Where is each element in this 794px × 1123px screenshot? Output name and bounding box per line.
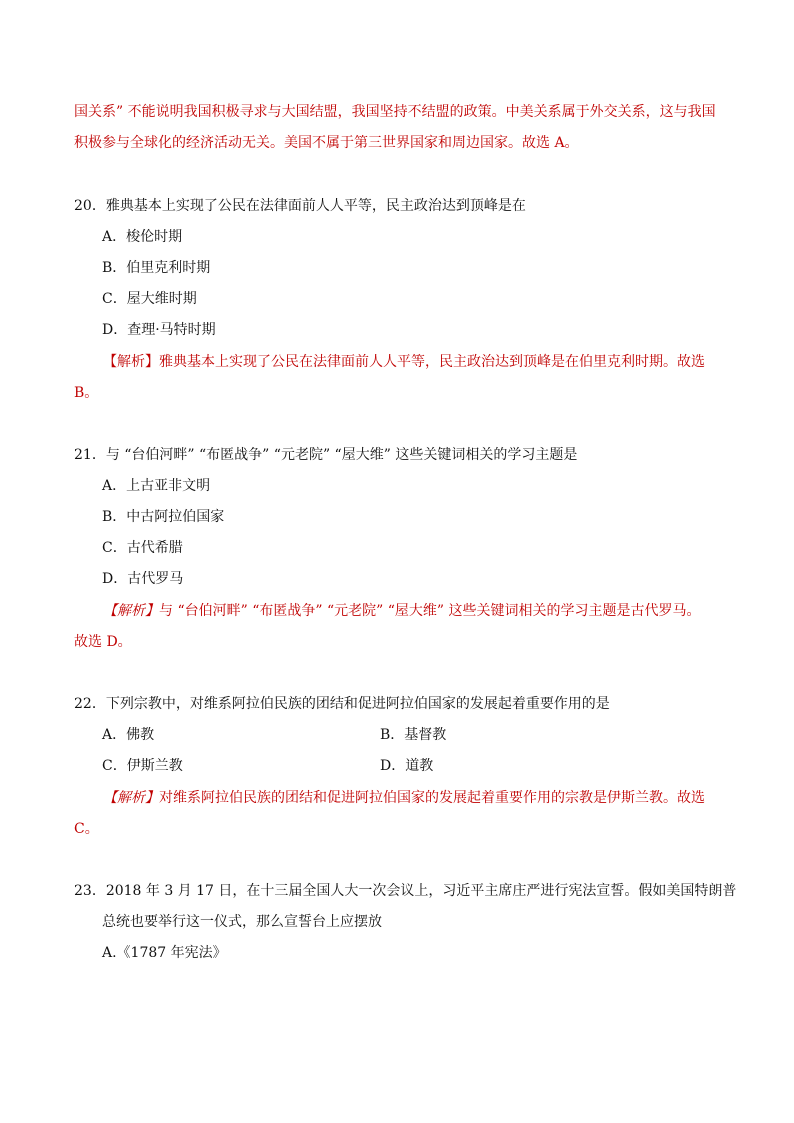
question-21-analysis <box>103 601 701 621</box>
analysis-text: 与 “台伯河畔” “布匿战争” “元老院” “屋大维” 这些关键词相关的学习主题是古代罗马。 <box>159 603 701 619</box>
analysis-text: 对维系阿拉伯民族的团结和促进阿拉伯国家的发展起着重要作用的宗教是伊斯兰教。故选 <box>159 790 705 806</box>
question-20-analysis <box>103 352 705 372</box>
intro-analysis-line-1: 国关系” 不能说明我国积极寻求与大国结盟，我国坚持不结盟的政策。中美关系属于外交关系，这与我国 <box>74 104 716 120</box>
question-22-option-c: C．伊斯兰教 <box>102 758 183 774</box>
question-22-option-a: A．佛教 <box>102 727 155 743</box>
question-20-option-d: D．查理·马特时期 <box>102 322 216 338</box>
question-21-option-c: C．古代希腊 <box>102 540 183 556</box>
question-21-option-d: D．古代罗马 <box>102 571 184 587</box>
question-23-stem-line-2: 总统也要举行这一仪式，那么宣誓台上应摆放 <box>102 914 382 930</box>
question-22-option-d: D．道教 <box>380 758 434 774</box>
question-22-stem: 22．下列宗教中，对维系阿拉伯民族的团结和促进阿拉伯国家的发展起着重要作用的是 <box>74 696 610 712</box>
question-22-analysis <box>103 788 705 808</box>
question-23-stem-line-1: 23．2018 年 3 月 17 日，在十三届全国人大一次会议上，习近平主席庄严进行宪法宣誓。假如美国特朗普 <box>74 883 737 899</box>
question-22-option-b: B．基督教 <box>380 727 447 743</box>
analysis-tag: 【解析】 <box>103 603 159 619</box>
intro-analysis-line-2: 积极参与全球化的经济活动无关。美国不属于第三世界国家和周边国家。故选 A。 <box>74 135 579 151</box>
question-21-stem: 21．与 “台伯河畔” “布匿战争” “元老院” “屋大维” 这些关键词相关的学习主题是 <box>74 447 578 463</box>
question-20-stem: 20．雅典基本上实现了公民在法律面前人人平等，民主政治达到顶峰是在 <box>74 198 526 214</box>
question-20-analysis-cont: B。 <box>74 385 99 401</box>
question-20-option-a: A．梭伦时期 <box>102 229 183 245</box>
question-20-option-b: B．伯里克利时期 <box>102 260 211 276</box>
question-21-analysis-cont: 故选 D。 <box>74 634 132 650</box>
analysis-tag: 【解析】 <box>103 354 159 370</box>
analysis-tag: 【解析】 <box>103 790 159 806</box>
question-21-option-a: A．上古亚非文明 <box>102 478 211 494</box>
analysis-text: 雅典基本上实现了公民在法律面前人人平等，民主政治达到顶峰是在伯里克利时期。故选 <box>159 354 705 370</box>
question-20-option-c: C．屋大维时期 <box>102 291 197 307</box>
question-22-analysis-cont: C。 <box>74 821 99 837</box>
question-23-option-a: A.《1787 年宪法》 <box>102 945 227 961</box>
question-21-option-b: B．中古阿拉伯国家 <box>102 509 225 525</box>
